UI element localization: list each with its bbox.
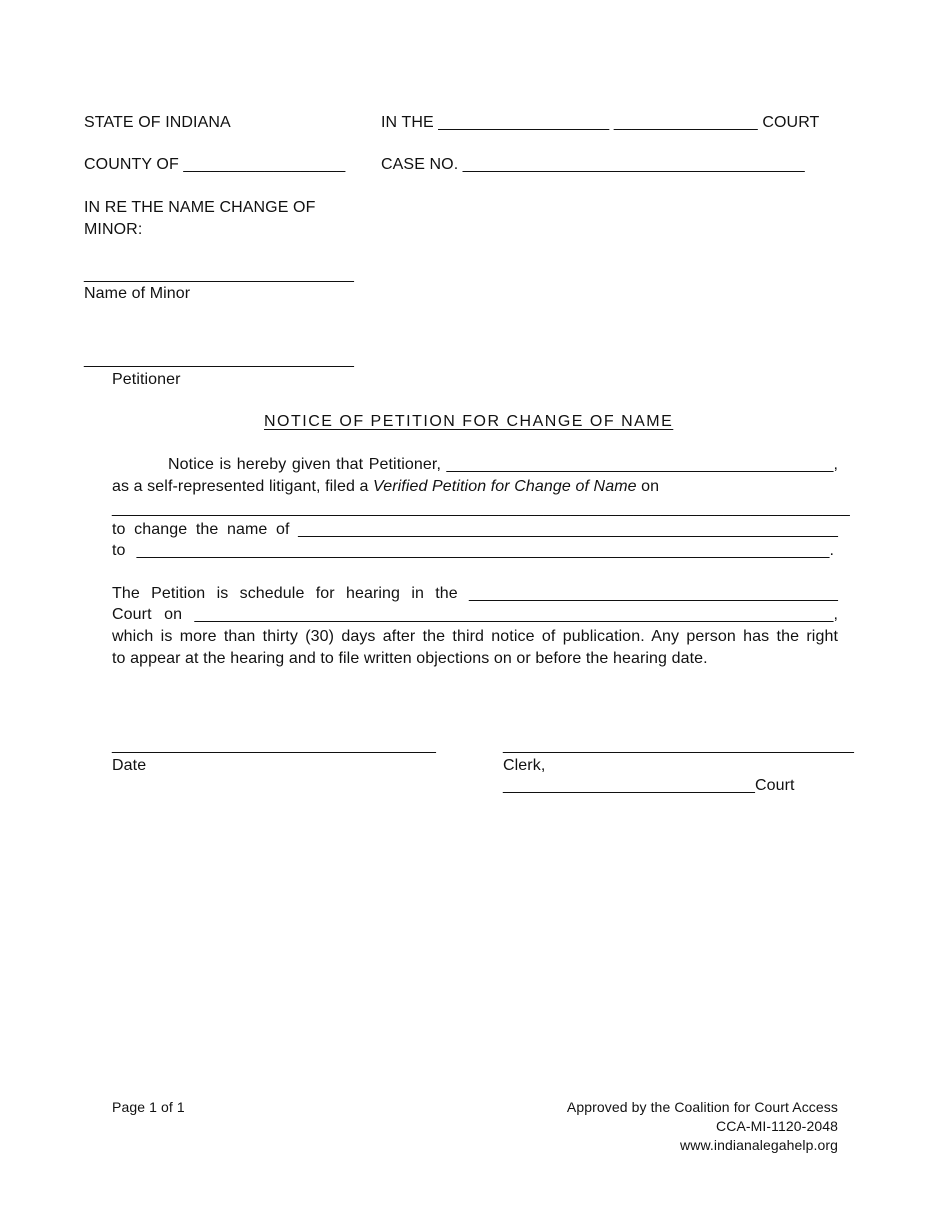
case-number-line: CASE NO. ______________________________________ [381, 156, 805, 173]
hearing-line-4: to appear at the hearing and to file written objections on or before the hearing date. [112, 650, 708, 667]
notice-line-5: to _____________________________________________________________________________. [112, 542, 834, 559]
date-blank: ____________________________________ [112, 737, 436, 754]
notice-line-4: to change the name of ____________________________________________________________ [112, 521, 838, 538]
petitioner-label: Petitioner [112, 371, 181, 388]
page-number: Page 1 of 1 [112, 1099, 185, 1115]
website: www.indianalegahelp.org [680, 1137, 838, 1153]
petition-title-italic: Verified Petition for Change of Name [373, 478, 637, 495]
hearing-line-1: The Petition is schedule for hearing in the _________________________________________ [112, 585, 838, 602]
county-line: COUNTY OF __________________ [84, 156, 346, 173]
clerk-signature-blank: _______________________________________ [503, 737, 854, 754]
document-title: NOTICE OF PETITION FOR CHANGE OF NAME [264, 413, 674, 430]
date-label: Date [112, 757, 147, 774]
hearing-line-3: which is more than thirty (30) days after the third notice of publication. Any person has the right [112, 628, 838, 645]
form-id: CCA-MI-1120-2048 [716, 1118, 838, 1134]
minor-name-blank: ______________________________ [84, 266, 354, 283]
court-line: IN THE ___________________ ________________ COURT [381, 114, 820, 131]
notice-line-2: as a self-represented litigant, filed a Verified Petition for Change of Name on [112, 478, 660, 495]
notice-line-1: Notice is hereby given that Petitioner, ___________________________________________, [168, 456, 838, 473]
in-re-line-2: MINOR: [84, 221, 143, 238]
petitioner-blank: ______________________________ [84, 351, 354, 368]
clerk-label: Clerk, ____________________________Court [503, 757, 795, 794]
notice-line-3: __________________________________________________________________________________ [112, 500, 850, 517]
hearing-line-2: Court on _______________________________________________________________________, [112, 606, 838, 623]
state-label: STATE OF INDIANA [84, 114, 231, 131]
in-re-line-1: IN RE THE NAME CHANGE OF [84, 199, 316, 216]
minor-name-label: Name of Minor [84, 285, 191, 302]
approval-note: Approved by the Coalition for Court Access [566, 1099, 838, 1115]
